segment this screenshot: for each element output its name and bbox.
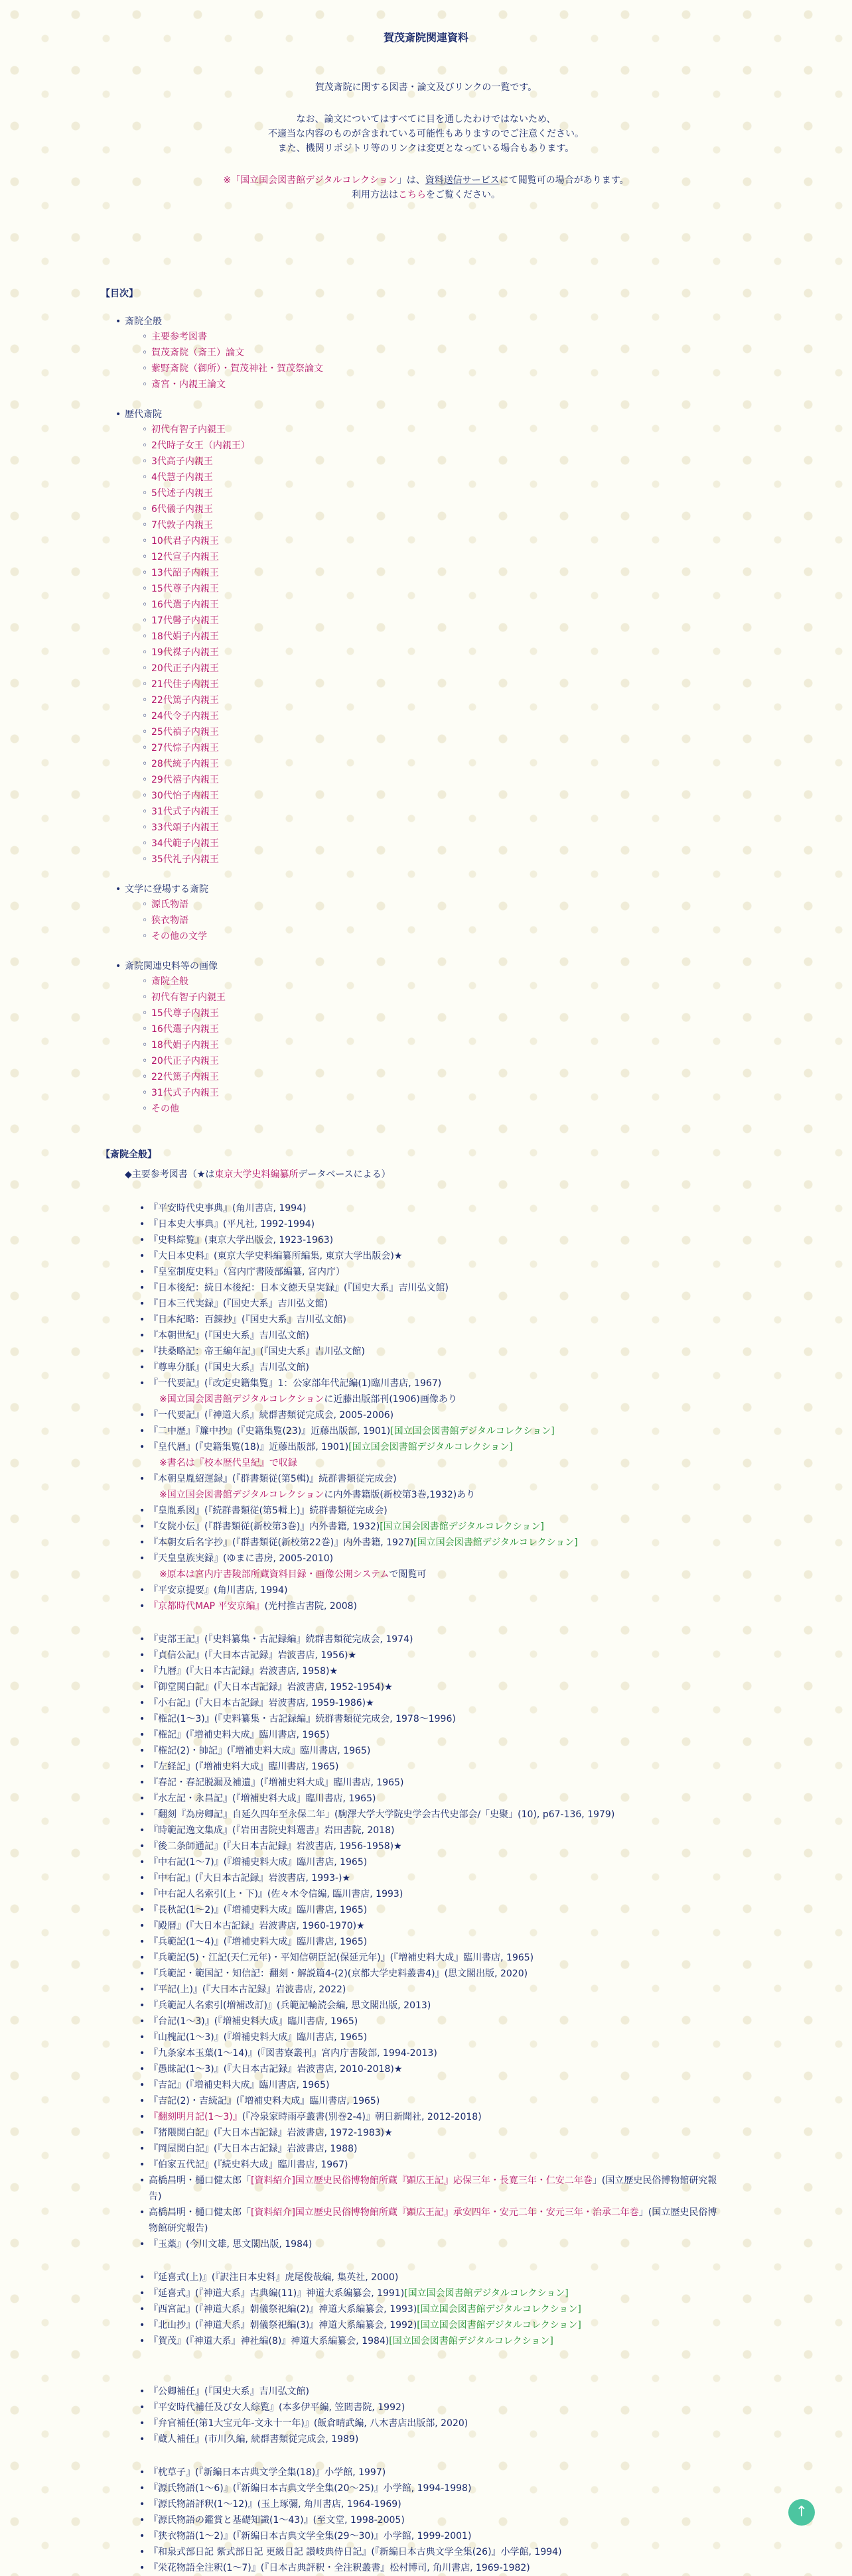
toc-group <box>101 882 725 944</box>
bib-text: で閲覧可 <box>389 1569 427 1580</box>
bib-text: 『兵範記人名索引(増補改訂)』(兵範記輪読会編, 思文閣出版, 2013) <box>149 2000 431 2011</box>
bib-item <box>149 2317 725 2333</box>
bib-link[interactable]: [国立国会図書館デジタルコレクション] <box>348 1442 513 1452</box>
bib-item <box>149 2384 725 2400</box>
bib-item <box>149 1376 725 1391</box>
bib-text: 『九暦』(『大日本古記録』岩波書店, 1958)★ <box>149 1666 338 1677</box>
bib-text: 『西宮記』(『神道大系』朝儀祭祀編(2)』神道大系編纂会, 1993) <box>149 2304 417 2315</box>
toc-link[interactable]: ◦ 4代慧子内親王 <box>151 470 725 485</box>
bib-note <box>149 1567 725 1582</box>
bib-text: 『栄花物語全注釈(1〜7)』(『日本古典評釈・全注釈叢書』松村博司, 角川書店, 1969-1982) <box>149 2563 530 2573</box>
bib-text: 『山槐記(1〜3)』(『増補史料大成』臨川書店, 1965) <box>149 2032 368 2043</box>
bib-list <box>101 1632 725 2252</box>
bib-link[interactable]: [国立国会図書館デジタルコレクション] <box>417 2320 581 2331</box>
bib-list <box>101 2270 725 2349</box>
bib-text: 『天皇皇族実録』(ゆまに書房, 2005-2010) <box>149 1553 334 1564</box>
bib-item <box>149 1807 725 1823</box>
toc-link[interactable]: ◦ 狭衣物語 <box>151 913 725 929</box>
toc-link[interactable]: ◦ 15代尊子内親王 <box>151 1005 725 1021</box>
toc-group <box>101 407 725 868</box>
bib-text: 『二中歴』『簾中抄』(『史籍集覧(23)』近藤出版部, 1901) <box>149 1426 391 1437</box>
toc-link[interactable]: ◦ その他の文学 <box>151 929 725 944</box>
bib-item <box>149 1934 725 1950</box>
intro-line: 賀茂斎院に関する図書・論文及びリンクの一覧です。 <box>315 82 537 93</box>
toc-list <box>101 897 725 944</box>
bib-text: 『源氏物語(1〜6)』(『新編日本古典文学全集(20〜25)』小学館, 1994-1998) <box>149 2483 472 2494</box>
bib-text: ※ <box>159 1490 167 1500</box>
toc-group-label: • 斎院関連史料等の画像 <box>101 959 725 974</box>
bib-list <box>101 1200 725 1614</box>
bib-text: 高橋昌明・樋口健太郎「 <box>149 2175 251 2186</box>
bib-item <box>149 2512 725 2528</box>
bib-text: 『皇代暦』(『史籍集覧(18)』近藤出版部, 1901) <box>149 1442 349 1452</box>
bib-item <box>149 1870 725 1886</box>
bib-link[interactable]: [国立国会図書館デジタルコレクション] <box>417 2304 581 2315</box>
bib-item <box>149 1519 725 1535</box>
bib-item <box>149 2125 725 2141</box>
bib-text: 『水左記・永昌記』(『増補史料大成』臨川書店, 1965) <box>149 1793 376 1804</box>
bib-item <box>149 1823 725 1838</box>
bib-item <box>149 2093 725 2109</box>
toc-link[interactable]: ◦ 15代尊子内親王 <box>151 581 725 597</box>
bib-item <box>149 2480 725 2496</box>
bib-text: 高橋昌明・樋口健太郎「 <box>149 2207 251 2218</box>
bib-item <box>149 1743 725 1759</box>
bib-item <box>149 1679 725 1695</box>
intro <box>0 80 852 202</box>
bib-item <box>149 1280 725 1296</box>
bib-text: 『台記(1〜3)』(『増補史料大成』臨川書店, 1965) <box>149 2016 358 2027</box>
bib-text: 『権記(1〜3)』(『史料纂集・古記録編』続群書類従完成会, 1978〜1996) <box>149 1714 456 1724</box>
sub-heading: ◆主要参考図書（★は東京大学史料編纂所データベースによる） <box>125 1169 391 1180</box>
bib-item <box>149 2236 725 2252</box>
toc-link[interactable]: ◦ 28代統子内親王 <box>151 756 725 772</box>
bib-text: 『本朝皇胤紹運録』(『群書類従(第5輯)』続群書類従完成会) <box>149 1474 397 1484</box>
bib-text: 『大日本史料』(東京大学史料編纂所編集, 東京大学出版会)★ <box>149 1251 403 1261</box>
page-title: 賀茂斎院関連資料 <box>383 31 468 44</box>
toc-group <box>101 959 725 1117</box>
bib-item <box>149 2333 725 2349</box>
bib-text: 『中右記(1〜7)』(『増補史料大成』臨川書店, 1965) <box>149 1857 368 1868</box>
toc-link[interactable]: ◦ 30代怡子内親王 <box>151 788 725 804</box>
bib-item <box>149 2415 725 2431</box>
toc-link[interactable]: ◦ 7代敦子内親王 <box>151 517 725 533</box>
intro-line: なお、論文についてはすべてに目を通したわけではないため、 <box>296 114 556 125</box>
toc-link[interactable]: ◦ 34代範子内親王 <box>151 836 725 852</box>
bib-item <box>149 2270 725 2286</box>
bib-text: 『春記・春記脱漏及補遺』(『増補史料大成』臨川書店, 1965) <box>149 1777 404 1788</box>
toc-link[interactable]: ◦ 12代宣子内親王 <box>151 549 725 565</box>
bib-link[interactable]: 宮内庁書陵部所蔵資料目録・画像公開システム <box>194 1569 390 1580</box>
bib-text: 『伯家五代記』(『続史料大成』臨川書店, 1967) <box>149 2159 348 2170</box>
bib-item <box>149 2141 725 2157</box>
bib-text: 『貞信公記』(『大日本古記録』岩波書店, 1956)★ <box>149 1650 357 1661</box>
bib-item <box>149 1791 725 1807</box>
bib-text: 『一代要記』(『改定史籍集覧』1：公家部年代記編(1)臨川書店, 1967) <box>149 1378 442 1389</box>
toc-link[interactable]: ◦ その他 <box>151 1101 725 1117</box>
bib-text: 『延喜式(上)』(『訳注日本史料』虎尾俊哉編, 集英社, 2000) <box>149 2272 399 2283</box>
bib-link[interactable]: [国立国会図書館デジタルコレクション] <box>404 2288 569 2299</box>
bib-item <box>149 2205 725 2236</box>
toc-link[interactable]: ◦ 27代悰子内親王 <box>151 740 725 756</box>
bib-text: (光村推古書院, 2008) <box>264 1601 358 1612</box>
bib-text: 『本朝世紀』(『国史大系』吉川弘文館) <box>149 1330 309 1341</box>
bib-link[interactable]: 『翻刻明月記(1〜3)』 <box>149 2112 242 2122</box>
bib-item <box>149 1918 725 1934</box>
toc-link[interactable]: ◦ 紫野斎院（御所）・賀茂神社・賀茂祭論文 <box>151 361 725 377</box>
bib-note <box>149 1487 725 1503</box>
bib-text: 『長秋記(1〜2)』(『増補史料大成』臨川書店, 1965) <box>149 1905 368 1915</box>
bib-text: 『兵範記(5)・江記(天仁元年)・平知信朝臣記(保延元年)』(『増補史料大成』臨川書店, 1965) <box>149 1953 534 1963</box>
bib-text: 『兵範記(1〜4)』(『増補史料大成』臨川書店, 1965) <box>149 1937 368 1947</box>
bib-text: 『平安時代補任及び女人綜覧』(本多伊平編, 笠間書院, 1992) <box>149 2402 405 2413</box>
toc-link[interactable]: ◦ 20代正子内親王 <box>151 661 725 676</box>
toc-group-label: • 斎院全般 <box>101 314 725 329</box>
bib-text: 『皇胤系図』(『続群書類従(第5輯上)』続群書類従完成会) <box>149 1506 388 1516</box>
toc-link[interactable]: ◦ 22代篤子内親王 <box>151 692 725 708</box>
bib-item <box>149 1647 725 1663</box>
bib-item <box>149 1775 725 1791</box>
service-link[interactable]: 資料送信サービス <box>425 175 500 186</box>
bib-item <box>149 2157 725 2173</box>
bib-item <box>149 2173 725 2205</box>
bib-text: 『源氏物語評釈(1〜12)』(玉上琢彌, 角川書店, 1964-1969) <box>149 2499 401 2510</box>
bib-item <box>149 1344 725 1360</box>
bib-text: 『和泉式部日記 紫式部日記 更級日記 讃岐典侍日記』(『新編日本古典文学全集(26)』小学館, 1994) <box>149 2547 562 2557</box>
bib-item <box>149 1439 725 1455</box>
bib-text: 」(国立歴史民俗博物館研究報告) <box>149 2207 717 2234</box>
bib-text: ※書名は『校本歴代皇紀』で収録 <box>159 1458 297 1468</box>
ndl-notice: ※「国立国会図書館デジタルコレクション」は、資料送信サービスにて閲覧可の場合があります。 <box>223 175 629 186</box>
usage-link[interactable]: こちら <box>398 190 426 200</box>
bib-item <box>149 1886 725 1902</box>
bib-text: 『日本後紀：続日本後紀：日本文徳天皇実録』(『国史大系』吉川弘文館) <box>149 1283 449 1293</box>
bib-item <box>149 1296 725 1312</box>
toc-link[interactable]: ◦ 6代儀子内親王 <box>151 501 725 517</box>
bib-text: 『狭衣物語(1〜2)』(『新編日本古典文学全集(29〜30)』小学館, 1999-2001) <box>149 2531 472 2542</box>
bib-item <box>149 1328 725 1344</box>
bib-item <box>149 1663 725 1679</box>
bib-text: 『中右記人名索引(上・下)』(佐々木令信編, 臨川書店, 1993) <box>149 1889 403 1900</box>
bib-text: に内外書籍版(新校第3巻,1932)あり <box>324 1490 476 1500</box>
bib-link[interactable]: 国立国会図書館デジタルコレクション <box>167 1394 324 1405</box>
toc-link[interactable]: ◦ 21代佳子内親王 <box>151 676 725 692</box>
toc-link[interactable]: ◦ 22代篤子内親王 <box>151 1069 725 1085</box>
bib-text: 『女院小伝』(『群書類従(新校第3巻)』内外書籍, 1932) <box>149 1521 380 1532</box>
bib-text: 『史料綜覧』(東京大学出版会, 1923-1963) <box>149 1235 334 1246</box>
bib-text: 」(国立歴史民俗博物館研究報告) <box>149 2175 717 2202</box>
bib-link[interactable]: [国立国会図書館デジタルコレクション] <box>390 1426 555 1437</box>
ndl-link[interactable]: 国立国会図書館デジタルコレクション <box>240 175 397 186</box>
bib-text: 『公卿補任』(『国史大系』吉川弘文館) <box>149 2386 309 2397</box>
toc-link[interactable]: ◦ 31代式子内親王 <box>151 804 725 820</box>
toc-link[interactable]: ◦ 主要参考図書 <box>151 329 725 345</box>
bib-item <box>149 2014 725 2029</box>
bib-item <box>149 1471 725 1487</box>
toc-group-label: • 文学に登場する斎院 <box>101 882 725 897</box>
bib-text: 『蔵人補任』(市川久編, 続群書類従完成会, 1989) <box>149 2434 359 2445</box>
bib-text: 『兵範記・範国記・知信記：翻刻・解説篇4-(2)(京都大学史料叢書4)』(思文閣出版, 2020) <box>149 1968 528 1979</box>
toc-heading: 【目次】 <box>101 289 138 299</box>
bib-item <box>149 1200 725 1216</box>
bib-text: 『平安時代史事典』(角川書店, 1994) <box>149 1203 307 1214</box>
bib-text: 『中右記』(『大日本古記録』岩波書店, 1993-)★ <box>149 1873 351 1884</box>
bib-item <box>149 2077 725 2093</box>
hi-db-link[interactable]: 東京大学史料編纂所 <box>214 1169 299 1180</box>
bib-text: ※原本は <box>159 1569 195 1580</box>
toc-link[interactable]: ◦ 初代有智子内親王 <box>151 422 725 438</box>
scroll-to-top-button[interactable]: ↑ <box>788 2499 815 2526</box>
bib-text: 『賀茂』(『神道大系』神社編(8)』神道大系編纂会, 1984) <box>149 2336 390 2347</box>
bib-text: 『後二条師通記』(『大日本古記録』岩波書店, 1956-1958)★ <box>149 1841 402 1852</box>
bib-link[interactable]: [資料紹介]国立歴史民俗博物館所蔵『顕広王記』応保三年・長寛三年・仁安二年巻 <box>251 2175 593 2186</box>
bib-text: 『九条家本玉葉(1〜14)』(『図書寮叢刊』宮内庁書陵部, 1994-2013) <box>149 2048 437 2059</box>
bib-item <box>149 1982 725 1998</box>
bib-link[interactable]: 国立国会図書館デジタルコレクション <box>167 1490 324 1500</box>
bib-item <box>149 1998 725 2014</box>
intro-line: 不適当な内容のものが含まれている可能性もありますのでご注意ください。 <box>268 129 584 139</box>
toc-link[interactable]: ◦ 35代礼子内親王 <box>151 852 725 868</box>
bib-text: 『権記』(『増補史料大成』臨川書店, 1965) <box>149 1730 330 1740</box>
bib-item <box>149 1966 725 1982</box>
bib-item <box>149 2301 725 2317</box>
bib-text: 『時範記逸文集成』(『岩田書院史料選書』岩田書院, 2018) <box>149 1825 395 1836</box>
bib-item <box>149 1503 725 1519</box>
toc-list <box>101 329 725 393</box>
bib-item <box>149 1902 725 1918</box>
bib-item <box>149 2528 725 2544</box>
toc-link[interactable]: ◦ 斎院全般 <box>151 974 725 990</box>
bib-item <box>149 1216 725 1232</box>
bib-text: 『平記(上)』(『大日本古記録』岩波書店, 2022) <box>149 1984 346 1995</box>
bib-text: に近藤出版部刊(1906)画像あり <box>324 1394 457 1405</box>
bib-text: 『北山抄』(『神道大系』朝儀祭祀編(3)』神道大系編纂会, 1992) <box>149 2320 417 2331</box>
bib-text: 『左経記』(『増補史料大成』臨川書店, 1965) <box>149 1762 339 1772</box>
bib-item <box>149 2465 725 2480</box>
toc-link[interactable]: ◦ 3代高子内親王 <box>151 454 725 470</box>
bib-link[interactable]: 『京都時代MAP 平安京編』 <box>149 1601 265 1612</box>
bib-item <box>149 1551 725 1567</box>
bib-text: 『枕草子』(『新編日本古典文学全集(18)』小学館, 1997) <box>149 2467 386 2478</box>
bib-text: 『尊卑分脈』(『国史大系』吉川弘文館) <box>149 1362 309 1373</box>
bib-item <box>149 1535 725 1551</box>
bib-text: (『冷泉家時雨亭叢書(別巻2-4)』朝日新聞社, 2012-2018) <box>242 2112 482 2122</box>
toc-link[interactable]: ◦ 20代正子内親王 <box>151 1053 725 1069</box>
bib-item <box>149 2496 725 2512</box>
toc-group <box>101 314 725 393</box>
bib-item <box>149 1582 725 1598</box>
bib-item <box>149 1248 725 1264</box>
bib-item <box>149 1598 725 1614</box>
bib-text: 『吉記(2)・吉続記』(『増補史料大成』臨川書店, 1965) <box>149 2096 380 2106</box>
bib-item <box>149 2109 725 2125</box>
bib-item <box>149 1695 725 1711</box>
bib-note <box>149 1391 725 1407</box>
bib-item <box>149 2061 725 2077</box>
bib-link[interactable]: [国立国会図書館デジタルコレクション] <box>380 1521 544 1532</box>
bib-item <box>149 2286 725 2301</box>
toc <box>101 287 725 1117</box>
bib-link[interactable]: [国立国会図書館デジタルコレクション] <box>389 2336 553 2347</box>
bib-text: 『愚昧記(1〜3)』(『大日本古記録』岩波書店, 2010-2018)★ <box>149 2064 403 2075</box>
bib-text: 『吏部王記』(『史料纂集・古記録編』続群書類従完成会, 1974) <box>149 1634 413 1645</box>
bib-text: 『権記(2)・帥記』(『増補史料大成』臨川書店, 1965) <box>149 1746 371 1756</box>
bib-item <box>149 2045 725 2061</box>
bib-text: 『日本三代実録』(『国史大系』吉川弘文館) <box>149 1299 328 1309</box>
toc-link[interactable]: ◦ 31代式子内親王 <box>151 1085 725 1101</box>
bib-text: 『岡屋関白記』(『大日本古記録』岩波書店, 1988) <box>149 2144 358 2154</box>
bib-link[interactable]: [国立国会図書館デジタルコレクション] <box>413 1537 578 1548</box>
toc-link[interactable]: ◦ 25代禛子内親王 <box>151 724 725 740</box>
bib-text: 『殿暦』(『大日本古記録』岩波書店, 1960-1970)★ <box>149 1921 365 1931</box>
bib-text: 『小右記』(『大日本古記録』岩波書店, 1959-1986)★ <box>149 1698 374 1708</box>
toc-link[interactable]: ◦ 33代頌子内親王 <box>151 820 725 836</box>
bib-item <box>149 1711 725 1727</box>
bib-item <box>149 2560 725 2576</box>
bib-text: 『日本紀略：百錬抄』(『国史大系』吉川弘文館) <box>149 1315 346 1325</box>
bib-item <box>149 1759 725 1775</box>
bib-text: 『日本史大事典』(平凡社, 1992-1994) <box>149 1219 315 1230</box>
section-heading: 【斎院全般】 <box>101 1149 157 1160</box>
bib-text: 『皇室制度史料』（宮内庁書陵部編纂, 宮内庁） <box>149 1267 345 1277</box>
bib-item <box>149 1360 725 1376</box>
toc-link[interactable]: ◦ 29代禧子内親王 <box>151 772 725 788</box>
bib-text: 『御堂関白記』(『大日本古記録』岩波書店, 1952-1954)★ <box>149 1682 393 1693</box>
bib-note <box>149 1455 725 1471</box>
bib-item <box>149 2400 725 2415</box>
bib-text: 『延喜式』(『神道大系』古典編(11)』神道大系編纂会, 1991) <box>149 2288 405 2299</box>
toc-link[interactable]: ◦ 5代述子内親王 <box>151 485 725 501</box>
bib-text: 『一代要記』(『神道大系』続群書類従完成会, 2005-2006) <box>149 1410 394 1421</box>
toc-list <box>101 422 725 868</box>
toc-link[interactable]: ◦ 16代選子内親王 <box>151 1021 725 1037</box>
bib-text: 『平安京提要』(角川書店, 1994) <box>149 1585 288 1596</box>
toc-group-label: • 歴代斎院 <box>101 407 725 422</box>
toc-link[interactable]: ◦ 源氏物語 <box>151 897 725 913</box>
bib-item <box>149 1632 725 1647</box>
bib-text: ※ <box>159 1394 167 1405</box>
toc-link[interactable]: ◦ 2代時子女王（内親王） <box>151 438 725 454</box>
toc-link[interactable]: ◦ 斎宮・内親王論文 <box>151 377 725 393</box>
toc-link[interactable]: ◦ 24代令子内親王 <box>151 708 725 724</box>
usage-notice: 利用方法はこちらをご覧ください。 <box>352 190 500 200</box>
bib-item <box>149 1232 725 1248</box>
bib-item <box>149 1854 725 1870</box>
toc-link[interactable]: ◦ 初代有智子内親王 <box>151 990 725 1005</box>
toc-link[interactable]: ◦ 16代選子内親王 <box>151 597 725 613</box>
bib-item <box>149 2544 725 2560</box>
bib-text: 『猪隈関白記』(『大日本古記録』岩波書店, 1972-1983)★ <box>149 2128 393 2138</box>
bib-item <box>149 1423 725 1439</box>
intro-line: また、機関リポジトリ等のリンクは変更となっている場合もあります。 <box>277 143 575 154</box>
toc-list <box>101 974 725 1117</box>
toc-link[interactable]: ◦ 18代娟子内親王 <box>151 1037 725 1053</box>
bib-list <box>101 2384 725 2447</box>
bib-item <box>149 1264 725 1280</box>
bib-text: 「翻刻『為房卿記』自延久四年至永保二年」(駒澤大学大学院史学会古代史部会/「史聚」(10), p67-136, 1979) <box>149 1809 615 1820</box>
bib-text: 『吉記』(『増補史料大成』臨川書店, 1965) <box>149 2080 330 2091</box>
bib-text: 『弁官補任(第1大宝元年-文永十一年)』(飯倉晴武編, 八木書店出版部, 2020) <box>149 2418 468 2429</box>
section-general <box>101 1147 725 2576</box>
toc-link[interactable]: ◦ 賀茂斎院（斎王）論文 <box>151 345 725 361</box>
bib-text: 『玉薬』(今川文雄, 思文閣出版, 1984) <box>149 2239 313 2250</box>
bib-text: 『源氏物語の鑑賞と基礎知識(1〜43)』(至文堂, 1998-2005) <box>149 2515 405 2526</box>
toc-link[interactable]: ◦ 10代君子内親王 <box>151 533 725 549</box>
toc-link[interactable]: ◦ 17代馨子内親王 <box>151 613 725 629</box>
bib-item <box>149 1407 725 1423</box>
bib-text: 『本朝女后名字抄』(『群書類従(新校第22巻)』内外書籍, 1927) <box>149 1537 414 1548</box>
toc-link[interactable]: ◦ 13代韶子内親王 <box>151 565 725 581</box>
bib-item <box>149 2431 725 2447</box>
toc-link[interactable]: ◦ 19代禖子内親王 <box>151 645 725 661</box>
bib-list <box>101 2465 725 2576</box>
bib-item <box>149 1727 725 1743</box>
bib-item <box>149 1950 725 1966</box>
bib-text: 『扶桑略記：帝王編年記』(『国史大系』吉川弘文館) <box>149 1346 365 1357</box>
bib-item <box>149 1838 725 1854</box>
bib-item <box>149 1312 725 1328</box>
bib-item <box>149 2029 725 2045</box>
toc-link[interactable]: ◦ 18代娟子内親王 <box>151 629 725 645</box>
bib-link[interactable]: [資料紹介]国立歴史民俗博物館所蔵『顕広王記』承安四年・安元二年・安元三年・治承二年巻 <box>251 2207 639 2218</box>
